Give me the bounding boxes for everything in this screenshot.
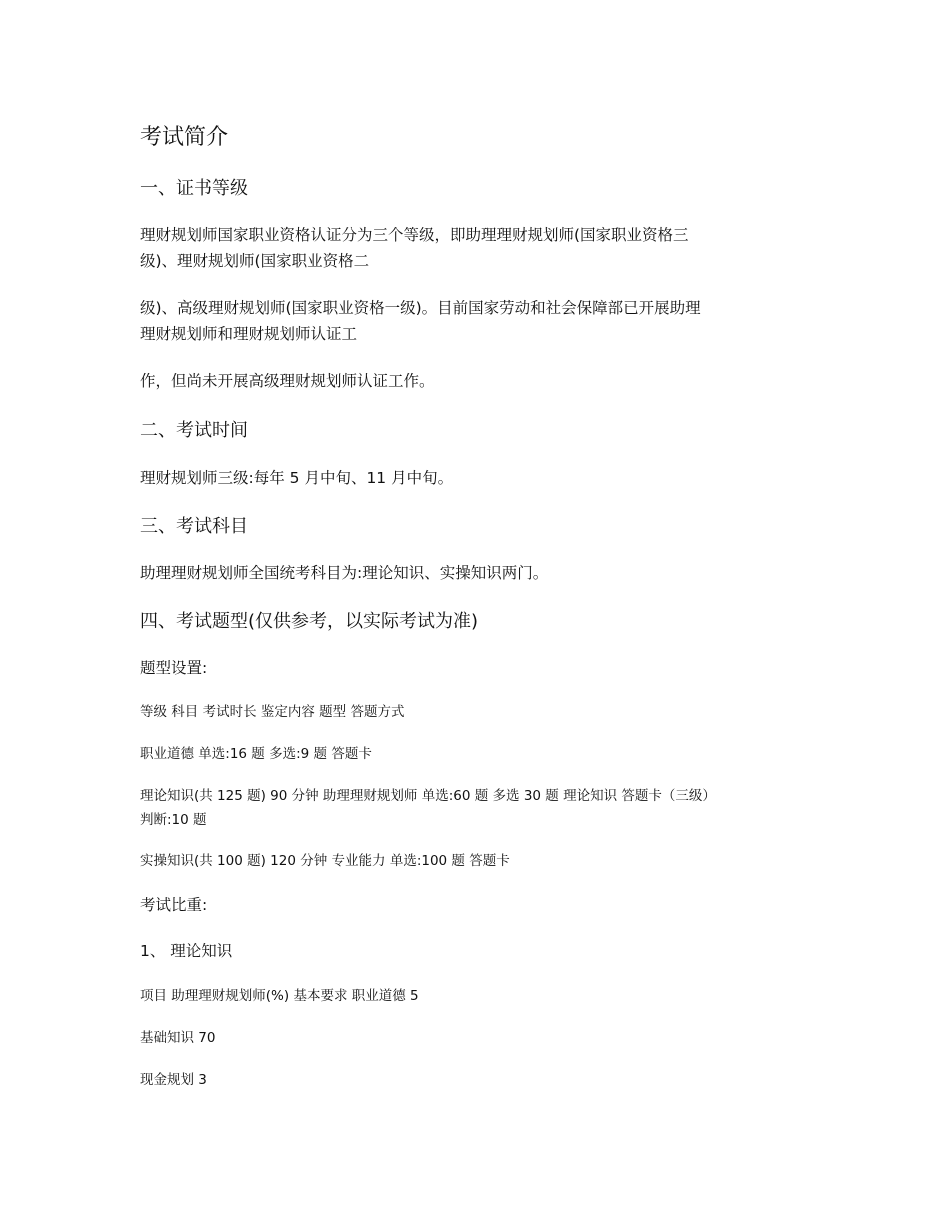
page-title: 考试简介 xyxy=(140,125,229,150)
table-row-line: 判断:10 题 xyxy=(140,812,207,828)
weight-row-cash-planning: 现金规划 3 xyxy=(140,1072,207,1088)
weight-row-header: 项目 助理理财规划师(%) 基本要求 职业道德 5 xyxy=(140,988,419,1004)
table-row-ethics: 职业道德 单选:16 题 多选:9 题 答题卡 xyxy=(140,746,372,762)
section-heading-exam-subjects: 三、考试科目 xyxy=(140,516,248,537)
table-row-theory xyxy=(140,784,810,828)
table-row-line: 理论知识(共 125 题) 90 分钟 助理理财规划师 单选:60 题 多选 30 题 理论知识 答题卡（三级） xyxy=(140,788,716,804)
subheading-theory-knowledge: 1、 理论知识 xyxy=(140,942,233,960)
paragraph-exam-time: 理财规划师三级:每年 5 月中旬、11 月中旬。 xyxy=(140,469,454,487)
paragraph-line: 理财规划师和理财规划师认证工 xyxy=(140,325,358,343)
table-row-practice: 实操知识(共 100 题) 120 分钟 专业能力 单选:100 题 答题卡 xyxy=(140,853,510,869)
paragraph-line: 级)、高级理财规划师(国家职业资格一级)。目前国家劳动和社会保障部已开展助理 xyxy=(140,299,701,317)
table-row-header: 等级 科目 考试时长 鉴定内容 题型 答题方式 xyxy=(140,704,405,720)
paragraph-line: 理财规划师国家职业资格认证分为三个等级，即助理理财规划师(国家职业资格三 xyxy=(140,226,689,244)
paragraph-line: 级)、理财规划师(国家职业资格二 xyxy=(140,252,370,270)
paragraph-certificate-levels-1 xyxy=(140,223,810,271)
paragraph-certificate-levels-3: 作，但尚未开展高级理财规划师认证工作。 xyxy=(140,372,435,390)
label-question-setup: 题型设置: xyxy=(140,659,208,677)
section-heading-exam-time: 二、考试时间 xyxy=(140,420,248,441)
weight-row-basic-knowledge: 基础知识 70 xyxy=(140,1030,216,1046)
paragraph-exam-subjects: 助理理财规划师全国统考科目为:理论知识、实操知识两门。 xyxy=(140,564,549,582)
section-heading-certificate-levels: 一、证书等级 xyxy=(140,178,248,199)
section-heading-exam-question-types: 四、考试题型(仅供参考，以实际考试为准) xyxy=(140,611,479,632)
label-exam-weight: 考试比重: xyxy=(140,896,208,914)
paragraph-certificate-levels-2 xyxy=(140,296,810,344)
